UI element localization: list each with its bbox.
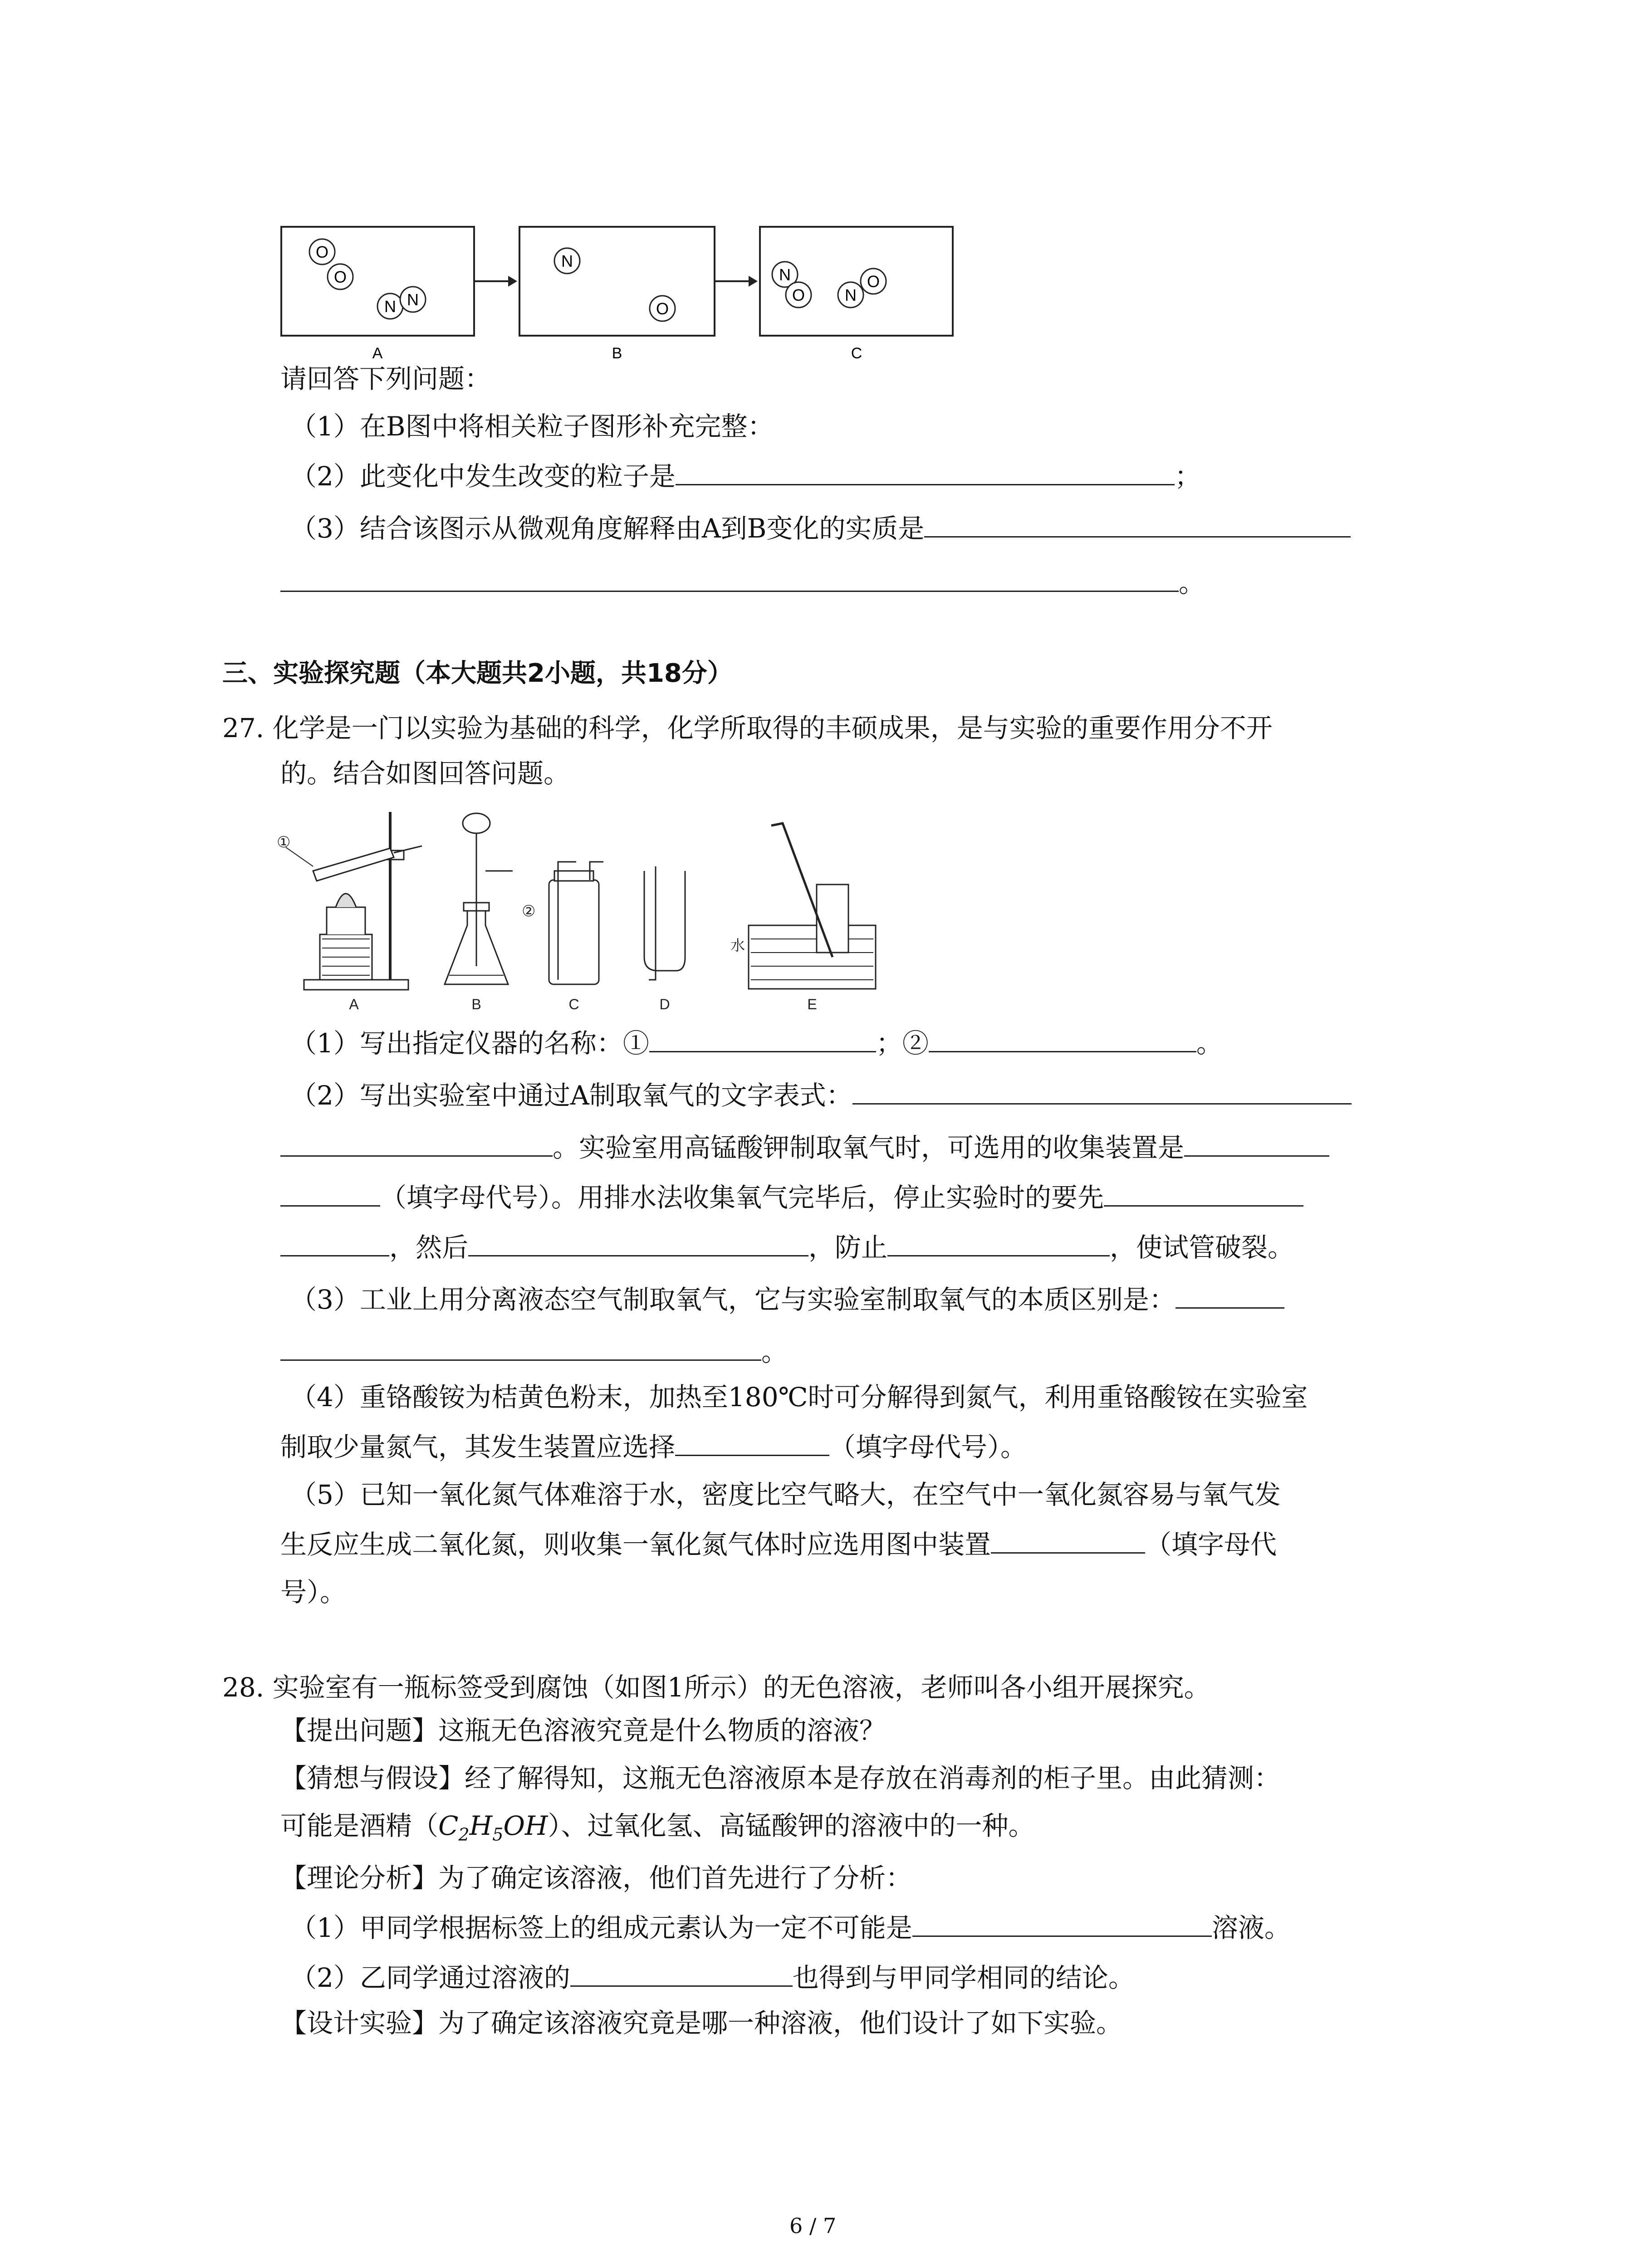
- svg-text:O: O: [656, 299, 669, 318]
- label-a: A: [349, 996, 359, 1012]
- answer-blank[interactable]: [924, 511, 1351, 538]
- q27-part2-text-4: ，然后: [389, 1232, 469, 1263]
- answer-blank[interactable]: [929, 1026, 1196, 1052]
- atom-n: [838, 282, 863, 308]
- answer-blank[interactable]: [280, 565, 1179, 592]
- q27-part1-text: （1）写出指定仪器的名称：①: [290, 1028, 649, 1059]
- q27-part2-text-2: 。实验室用高锰酸钾制取氧气时，可选用的收集装置是: [553, 1132, 1185, 1163]
- q27-stem-2: 的。结合如图回答问题。: [280, 758, 570, 789]
- q27-part2-text-3: （填字母代号）。用排水法收集氧气完毕后，停止实验时的要先: [380, 1182, 1104, 1213]
- q26-part2-text: （2）此变化中发生改变的粒子是: [290, 461, 676, 492]
- svg-text:O: O: [333, 268, 347, 286]
- q28-analysis-2: [290, 1960, 1135, 1996]
- q27-part5-text: 生反应生成二氧化氮，则收集一氧化氮气体时应选用图中装置: [280, 1529, 991, 1560]
- ethanol-formula: $C_2H_5OH$: [438, 1810, 548, 1845]
- water-label: 水: [730, 937, 745, 953]
- answer-blank[interactable]: [912, 1910, 1212, 1937]
- answer-blank[interactable]: [280, 1130, 553, 1157]
- q27-part4-text: 制取少量氮气，其发生装置应选择: [280, 1432, 676, 1462]
- q28-a1-end: 溶液。: [1211, 1912, 1291, 1943]
- q27-part1-sep: ；②: [876, 1028, 929, 1059]
- q27-part3-end: 。: [761, 1336, 788, 1367]
- answer-blank[interactable]: [468, 1230, 808, 1256]
- q26-prompt: 请回答下列问题：: [280, 363, 491, 394]
- q27-stem-text: 化学是一门以实验为基础的科学，化学所取得的丰硕成果，是与实验的重要作用分不开: [272, 713, 1273, 743]
- q27-part5-l1: （5）已知一氧化氮气体难溶于水，密度比空气略大，在空气中一氧化氮容易与氧气发: [290, 1479, 1281, 1510]
- q27-stem-1: [222, 710, 1273, 746]
- q27-part2-text: （2）写出实验室中通过A制取氧气的文字表式：: [290, 1080, 852, 1111]
- answer-blank[interactable]: [280, 1230, 389, 1256]
- answer-blank[interactable]: [1184, 1130, 1329, 1157]
- apparatus-b: [445, 813, 513, 1012]
- answer-blank[interactable]: [676, 459, 1175, 485]
- q27-part4-l2: [280, 1429, 1027, 1465]
- q27-part2-l2: [280, 1129, 1329, 1166]
- section-heading: 三、实验探究题（本大题共2小题，共18分）: [222, 659, 733, 688]
- q27-part4-end: （填字母代号）。: [829, 1432, 1027, 1462]
- q27-part4-l1: （4）重铬酸铵为桔黄色粉末，加热至180℃时可分解得到氮气，利用重铬酸铵在实验室: [290, 1382, 1308, 1413]
- answer-blank[interactable]: [280, 1180, 380, 1207]
- svg-text:O: O: [315, 243, 329, 261]
- svg-text:O: O: [867, 272, 880, 291]
- q28-stem: [222, 1669, 1210, 1706]
- answer-blank[interactable]: [570, 1960, 793, 1987]
- box-a: [281, 227, 474, 362]
- arrow-1: [474, 276, 517, 287]
- q28-a2-text: （2）乙同学通过溶液的: [290, 1962, 570, 1993]
- q28-stem-text: 实验室有一瓶标签受到腐蚀（如图1所示）的无色溶液，老师叫各小组开展探究。: [272, 1672, 1210, 1703]
- caption-a: A: [372, 345, 383, 362]
- answer-blank[interactable]: [280, 1334, 761, 1361]
- svg-text:N: N: [779, 265, 791, 284]
- atom-n: [400, 287, 426, 312]
- apparatus-a: [277, 812, 422, 1012]
- box-b: [519, 227, 715, 362]
- atom-n: [377, 293, 403, 319]
- page-number: 6 / 7: [789, 2214, 837, 2238]
- q26-part3: [290, 510, 1351, 547]
- apparatus-e: [730, 823, 876, 1012]
- apparatus-d: [644, 866, 685, 1012]
- test-tube: [313, 846, 422, 881]
- q28-hyp-text-2: ）、过氧化氢、高锰酸钾的溶液中的一种。: [548, 1810, 1035, 1841]
- caption-b: B: [612, 345, 622, 362]
- q27-part1: [290, 1025, 1223, 1061]
- q27-part2-l3: [280, 1179, 1303, 1216]
- arrow-2: [715, 276, 758, 287]
- q28-analysis: 【理论分析】为了确定该溶液，他们首先进行了分析：: [280, 1862, 912, 1893]
- apparatus-diagram: [277, 803, 935, 1016]
- answer-blank[interactable]: [852, 1078, 1352, 1105]
- q26-part1: （1）在B图中将相关粒子图形补充完整：: [290, 411, 774, 442]
- atom-o: [328, 264, 353, 289]
- answer-blank[interactable]: [1104, 1180, 1303, 1207]
- atom-o: [650, 296, 675, 321]
- q27-part5-l3: 号）。: [280, 1577, 347, 1608]
- q27-part2-text-5: ，防止: [808, 1232, 888, 1263]
- atom-n: [554, 248, 580, 274]
- q27-part2-l1: [290, 1077, 1352, 1114]
- answer-blank[interactable]: [675, 1429, 829, 1456]
- q26-part2-end: ；: [1174, 461, 1201, 492]
- q28-a2-end: 也得到与甲同学相同的结论。: [792, 1962, 1135, 1993]
- answer-blank[interactable]: [1176, 1282, 1284, 1309]
- label-c: C: [568, 996, 579, 1012]
- label-e: E: [807, 996, 817, 1012]
- apparatus-c: [522, 862, 603, 1012]
- q27-part1-end: 。: [1196, 1028, 1223, 1059]
- svg-text:N: N: [845, 286, 857, 304]
- box-c: [760, 227, 953, 362]
- marker-1: ①: [277, 834, 291, 851]
- q26-part2: [290, 458, 1201, 494]
- svg-text:O: O: [792, 286, 805, 304]
- q27-part2-l4: [280, 1229, 1294, 1266]
- q27-part3-l2: [280, 1334, 788, 1370]
- q27-part3-text: （3）工业上用分离液态空气制取氧气，它与实验室制取氧气的本质区别是：: [290, 1284, 1176, 1315]
- q28-design: 【设计实验】为了确定该溶液究竟是哪一种溶液，他们设计了如下实验。: [280, 2008, 1123, 2038]
- q28-hyp-text: 可能是酒精（: [280, 1810, 439, 1841]
- q28-a1-text: （1）甲同学根据标签上的组成元素认为一定不可能是: [290, 1912, 912, 1943]
- atom-o: [786, 282, 811, 308]
- svg-text:N: N: [384, 297, 396, 316]
- q27-part3-l1: [290, 1281, 1284, 1318]
- particle-diagram: [272, 218, 975, 372]
- answer-blank[interactable]: [991, 1527, 1145, 1554]
- marker-2: ②: [522, 903, 536, 920]
- q26-part3-cont: [280, 565, 1205, 601]
- answer-blank[interactable]: [649, 1026, 876, 1052]
- q28-hypothesis-1: 【猜想与假设】经了解得知，这瓶无色溶液原本是存放在消毒剂的柜子里。由此猜测：: [280, 1763, 1281, 1794]
- q28-problem: 【提出问题】这瓶无色溶液究竟是什么物质的溶液？: [280, 1715, 886, 1746]
- q27-number: 27.: [222, 713, 265, 743]
- q27-part2-text-6: ，使试管破裂。: [1110, 1232, 1294, 1263]
- q28-analysis-1: [290, 1910, 1291, 1946]
- svg-text:N: N: [561, 252, 573, 270]
- answer-blank[interactable]: [887, 1230, 1110, 1256]
- q27-part5-l2: [280, 1526, 1277, 1563]
- label-d: D: [659, 996, 670, 1012]
- atom-o: [861, 269, 886, 294]
- atom-o: [309, 239, 335, 264]
- q28-hypothesis-2: [280, 1808, 1035, 1853]
- svg-text:N: N: [407, 290, 419, 309]
- label-b: B: [471, 996, 481, 1012]
- caption-c: C: [851, 345, 862, 362]
- q27-part5-text-2: （填字母代: [1145, 1529, 1277, 1560]
- q26-part3-end: 。: [1179, 567, 1205, 598]
- q28-number: 28.: [222, 1672, 265, 1703]
- q26-part3-text: （3）结合该图示从微观角度解释由A到B变化的实质是: [290, 513, 925, 544]
